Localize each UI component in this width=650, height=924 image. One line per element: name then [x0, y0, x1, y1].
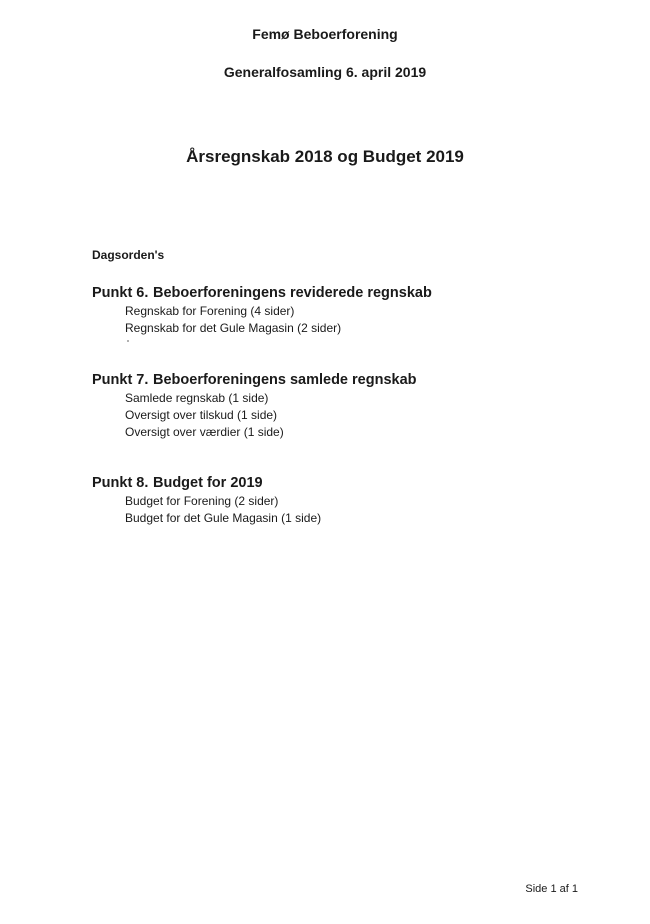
document-title: Årsregnskab 2018 og Budget 2019: [186, 147, 464, 166]
section-heading: [92, 371, 417, 389]
list-item: Regnskab for det Gule Magasin (2 sider): [125, 321, 342, 335]
agenda-label: Dagsorden's: [92, 248, 165, 262]
agenda-section-7: [92, 371, 417, 441]
section-item-list: [92, 493, 321, 527]
list-item: Oversigt over værdier (1 side): [125, 425, 284, 439]
organization-name: Femø Beboerforening: [252, 26, 398, 42]
section-title: Beboerforeningens samlede regnskab: [153, 372, 417, 388]
section-number: Punkt 8.: [92, 475, 149, 491]
section-heading: [92, 284, 432, 302]
section-item-list: [92, 390, 417, 441]
page-number: Side 1 af 1: [525, 883, 578, 895]
section-heading: [92, 474, 321, 492]
stray-dot: [127, 340, 129, 342]
section-title: Beboerforeningens reviderede regnskab: [153, 285, 432, 301]
section-number: Punkt 6.: [92, 285, 149, 301]
list-item: Budget for det Gule Magasin (1 side): [125, 511, 322, 525]
list-item: Oversigt over tilskud (1 side): [125, 408, 278, 422]
meeting-title: Generalfosamling 6. april 2019: [223, 64, 427, 80]
section-number: Punkt 7.: [92, 372, 149, 388]
list-item: Budget for Forening (2 sider): [125, 494, 279, 508]
agenda-section-8: [92, 474, 321, 527]
section-item-list: [92, 303, 432, 337]
section-title: Budget for 2019: [153, 475, 263, 491]
list-item: Samlede regnskab (1 side): [125, 391, 269, 405]
agenda-section-6: [92, 284, 432, 337]
list-item: Regnskab for Forening (4 sider): [125, 304, 295, 318]
